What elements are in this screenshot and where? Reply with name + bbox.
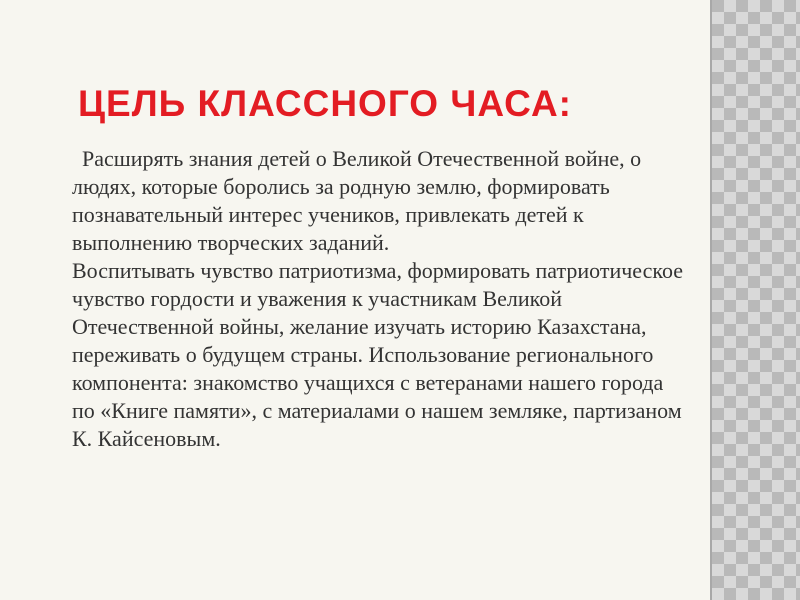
decorative-side-pattern xyxy=(710,0,800,600)
slide-body xyxy=(72,145,687,453)
slide-title: ЦЕЛЬ КЛАССНОГО ЧАСА: xyxy=(78,83,573,124)
goal-paragraph-1: Расширять знания детей о Великой Отечественной войне, о людях, которые боролись за родную землю, формировать познавательный интерес учеников, привлекать детей к выполнению творческих заданий. xyxy=(72,146,642,255)
goal-paragraph-2: Воспитывать чувство патриотизма, формировать патриотическое чувство гордости и уважения к участникам Великой Отечественной войны, желание изучать историю Казахстана, переживать о будущем страны. Использование регионального компонента: знакомство учащихся с ветеранами нашего города по «Книге памяти», с материалами о нашем земляке, партизаном К. Кайсеновым. xyxy=(72,258,683,451)
